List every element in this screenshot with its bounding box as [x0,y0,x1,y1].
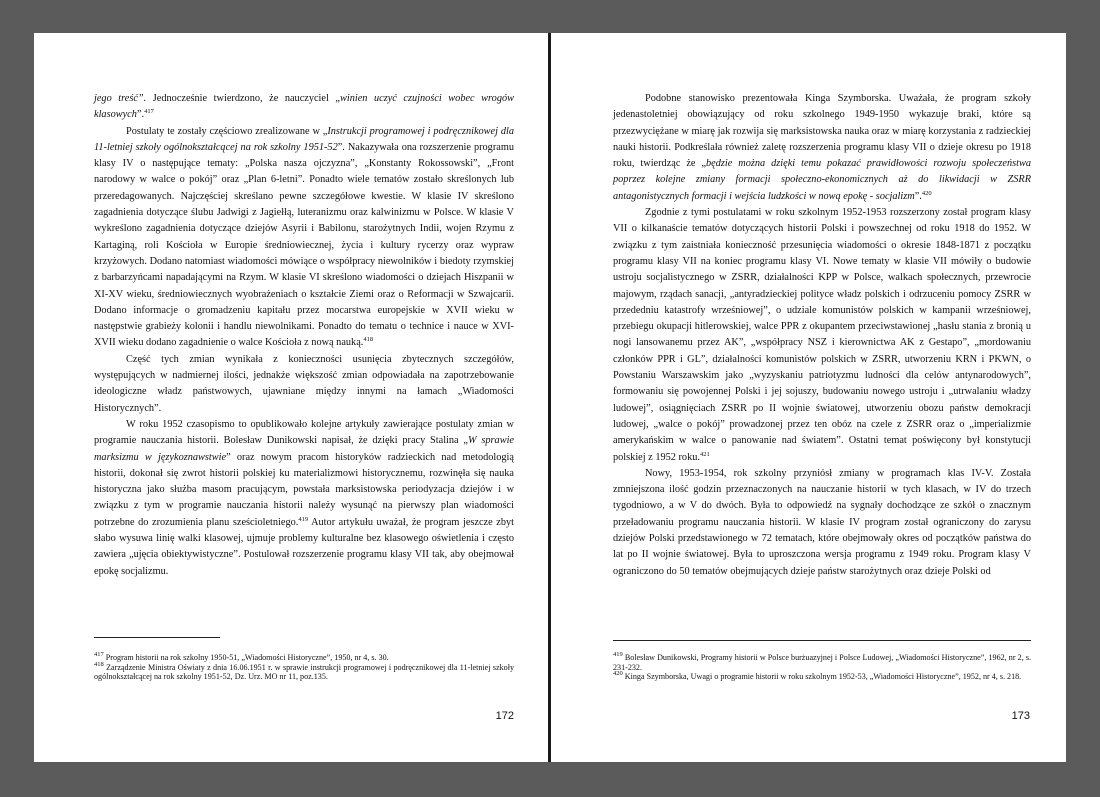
text-run: Część tych zmian wynikała z konieczności usunięcia zbytecznych szczegółów, występujących w nadmiernej ilości, jednakże większość zmian odpowiadała na zapotrzebowanie ideologiczne władz państwowych, ujawniane między innymi na łamach „Wiadomości Historycznych”. [94,353,514,414]
footnote-number: 419 [613,651,623,658]
text-run: Podobne stanowisko prezentowała Kinga Szymborska. Uważała, że program szkoły jedenastoletniej obowiązujący od roku szkolnego 1949-1950 wykazuje braki, które są przezwyciężane w miarę jak rozwija się marksistowska nauka oraz w miarę korzystania z radzieckiej nauki historii. Podkreślała również zaletę rozszerzenia programu klasy VII o dzieje okresu po 1918 roku, twierdząc że „ [613,93,1031,170]
footnote [94,660,514,682]
footnote-separator [613,640,1031,641]
italic-text: winien uczyć czujności wobec wrogów klasowych [94,93,514,121]
footnote-text: Kinga Szymborska, Uwagi o programie historii w roku szkolnym 1952-53, „Wiadomości Historyczne”, 1952, nr 4, s. 218. [624,672,1022,682]
left-page [34,33,548,762]
footnote [613,672,1031,682]
footnote-text: Zarządzenie Ministra Oświaty z dnia 16.06.1951 r. w sprawie instrukcji programowej i podręcznikowej dla 11-letniej szkoły ogólnokształcącej na rok szkolny 1951-52, Dz. Urz. MO nr 11, poz.135. [94,662,514,682]
footnote-text: Bolesław Dunikowski, Programy historii w Polsce burżuazyjnej i Polsce Ludowej, „Wiadomości Historyczne”, 1962, nr 2, s. 231-232. [613,653,1031,672]
text-run: W roku 1952 czasopismo to opublikowało kolejne artykuły zawierające postulaty zmian w programie nauczania historii. Bolesław Dunikowski napisał, że dzięki pracy Stalina „ [94,418,514,447]
text-run: ”. [136,109,145,121]
footnote-ref: 418 [363,336,374,344]
footnote-ref: 419 [298,515,309,523]
page-number: 173 [1011,710,1030,722]
footnote-number: 418 [94,660,104,668]
page-number: 172 [495,710,514,722]
text-run: ” oraz nowym pracom historyków radzieckich nad metodologią historii, dokonał się zwrot historii polskiej ku materializmowi historycznemu, rozwinęła się nauka historyczna jako służba masom pracującym, powstała marksistowska periodyzacja dziejów i w związku z tym w programie nauczania historii należy wysunąć na pierwszy plan wiadomości potrzebne do zrozumienia planu sześcioletniego. [94,451,514,528]
footnote-number: 417 [94,651,104,658]
italic-text: Instrukcji programowej i podręcznikowej dla 11-letniej szkoły ogólnokształcącej na rok szkolny 1951-52 [94,125,514,153]
text-run: Jednocześnie twierdzono, że nauczyciel „ [146,93,340,104]
footnotes [94,653,514,682]
paragraph [94,91,514,124]
footnote-ref: 417 [144,108,154,116]
footnote-ref: 421 [699,450,710,458]
text-run: ”. [914,190,922,202]
right-page-body [613,91,1031,580]
text-run: ”. Nakazywała ona rozszerzenie programu klasy IV o następujące tematy: „Polska nasza ojczyzna”, „Konstanty Rokossowski”, „Front narodowy w walce o pokój” oraz „Plan 6-letni”. Ponadto wiele tematów zostało skreślonych lub przeredagowanych. Najczęściej skreślano pewne szczegółowe kwestie. W klasie IV skreślono zagadnienia dotyczące ślubu Jadwigi z Jagiełłą, luteranizmu oraz kalwinizmu w Polsce. W klasie V wykreślono zagadnienia dotyczące dziejów Asyrii i Babilonu, starożytnych Indii, wojen Rzymu z Kartaginą, roli Kościoła w Europie średniowiecznej, życia i kultury rycerzy oraz wypraw krzyżowych. Dodano natomiast wiadomości mówiące o współpracy niewolników i biedoty rzymskiej z barbarzyńcami napadającymi na Rzym. W klasie VI skreślono wiadomości o dziejach Hiszpanii w XI-XV wieku, średniowiecznych wyobrażeniach o kształcie Ziemi oraz o Reformacji w Szwajcarii. Dodano informacje o gromadzeniu kapitału przez mocarstwa europejskie w XVII wieku w następstwie grabieży kolonii i handlu niewolnikami. Ponadto do tematu o technice i nauce w XVI-XVII wieku dodano zagadnienie o walce Kościoła z nową nauką. [94,141,514,349]
footnote [613,653,1031,672]
text-run: Autor artykułu uważał, że program jeszcze zbyt słabo wysuwa linię walki klasowej, ujmuje problemy kulturalne bez klasowego oświetlenia i często zawiera „ujęcia obiektywistyczne”. Postulował rozszerzenie programu klasy VII tak, aby obejmował epokę socjalizmu. [94,516,514,577]
text-run: Nowy, 1953-1954, rok szkolny przyniósł zmiany w programach klas IV-V. Została zmniejszona ilość godzin przeznaczonych na nauczanie historii w tych klasach, w IV do trzech tygodniowo, a w V do dwóch. Była to odpowiedź na sygnały dochodzące ze szkół o znacznym przeładowaniu programu nauczania historii. W klasie IV program został ograniczony do zarysu dziejów Polski przedstawionego w 72 tematach, które obejmowały okres od początków państwa do lat po II wojnie światowej. Była to uproszczona wersja programu z 1949 roku. Program klasy V ograniczono do 50 tematów obejmujących dzieje państw starożytnych oraz dzieje Polski od [613,467,1031,577]
text-run: Postulaty te zostały częściowo zrealizowane w „ [126,125,328,137]
left-page-body [94,91,514,580]
paragraph [613,91,1031,205]
footnote-number: 420 [613,670,623,678]
italic-text: jego treść”. [94,93,147,104]
italic-text: W sprawie marksizmu w językoznawstwie [94,435,515,463]
paragraph [94,417,514,580]
right-page [551,33,1066,762]
text-run: Zgodnie z tymi postulatami w roku szkolnym 1952-1953 rozszerzony został program klasy VII o kilkanaście tematów dotyczących historii Polski i powszechnej od roku 1918 do 1952. W związku z tym zaistniała konieczność przesunięcia wiadomości o okresie 1848-1871 z początku programu klasy VII na koniec programu klasy VI. Nowe tematy w klasie VII mówiły o budowie ustroju socjalistycznego w ZSRR, działalności KPP w Polsce, walkach społecznych, przewrocie majowym, rządach sanacji, „antyradzieckiej polityce władz polskich i odrzuceniu pomocy ZSRR w przededniu katastrofy wrześniowej”, o udziale komunistów polskich w kampanii wrześniowej, przebiegu okupacji hitlerowskiej, walce PPR z okupantem przeciwstawionej „hasłu stania z bronią u nogi lansowanemu przez AK”, „współpracy NSZ i kierownictwa AK z Gestapo”, „mordowaniu członków PPR i GL”, działalności komunistów polskich w ZSRR, utworzeniu KRN i PKWN, o Powstaniu Warszawskim jako „wyzyskaniu patriotyzmu ludności dla celów antynarodowych”, formowaniu się powojennej Polski i jej sojuszy, budowaniu nowego ustroju i „utrwalaniu władzy ludowej”, osiągnięciach ZSRR po II wojnie światowej, utworzeniu obozu państw demokracji ludowej, „walce o pokój” prowadzonej przez ten obóz na czele z ZSRR oraz o „imperializmie amerykańskim w walce o panowanie nad światem”. Ostatni temat poświęcony był konstytucji polskiej z 1952 roku. [613,207,1031,463]
paragraph [613,466,1031,580]
paragraph [613,205,1031,466]
footnote [94,653,514,663]
paragraph [94,352,514,417]
paragraph [94,124,514,352]
footnote-separator [94,637,220,638]
footnote-ref: 420 [921,189,932,197]
italic-text: będzie można dzięki temu pokazać prawidłowości rozwoju społeczeństwa poprzez kolejne zmiany formacji społeczno-ekonomicznych aż do likwidacji w ZSRR antagonistycznych formacji i wejścia ludzkości w nową epokę - socjalizm [613,158,1031,202]
footnotes [613,653,1031,682]
footnote-text: Program historii na rok szkolny 1950-51, „Wiadomości Historyczne”, 1950, nr 4, s. 30. [105,653,389,662]
